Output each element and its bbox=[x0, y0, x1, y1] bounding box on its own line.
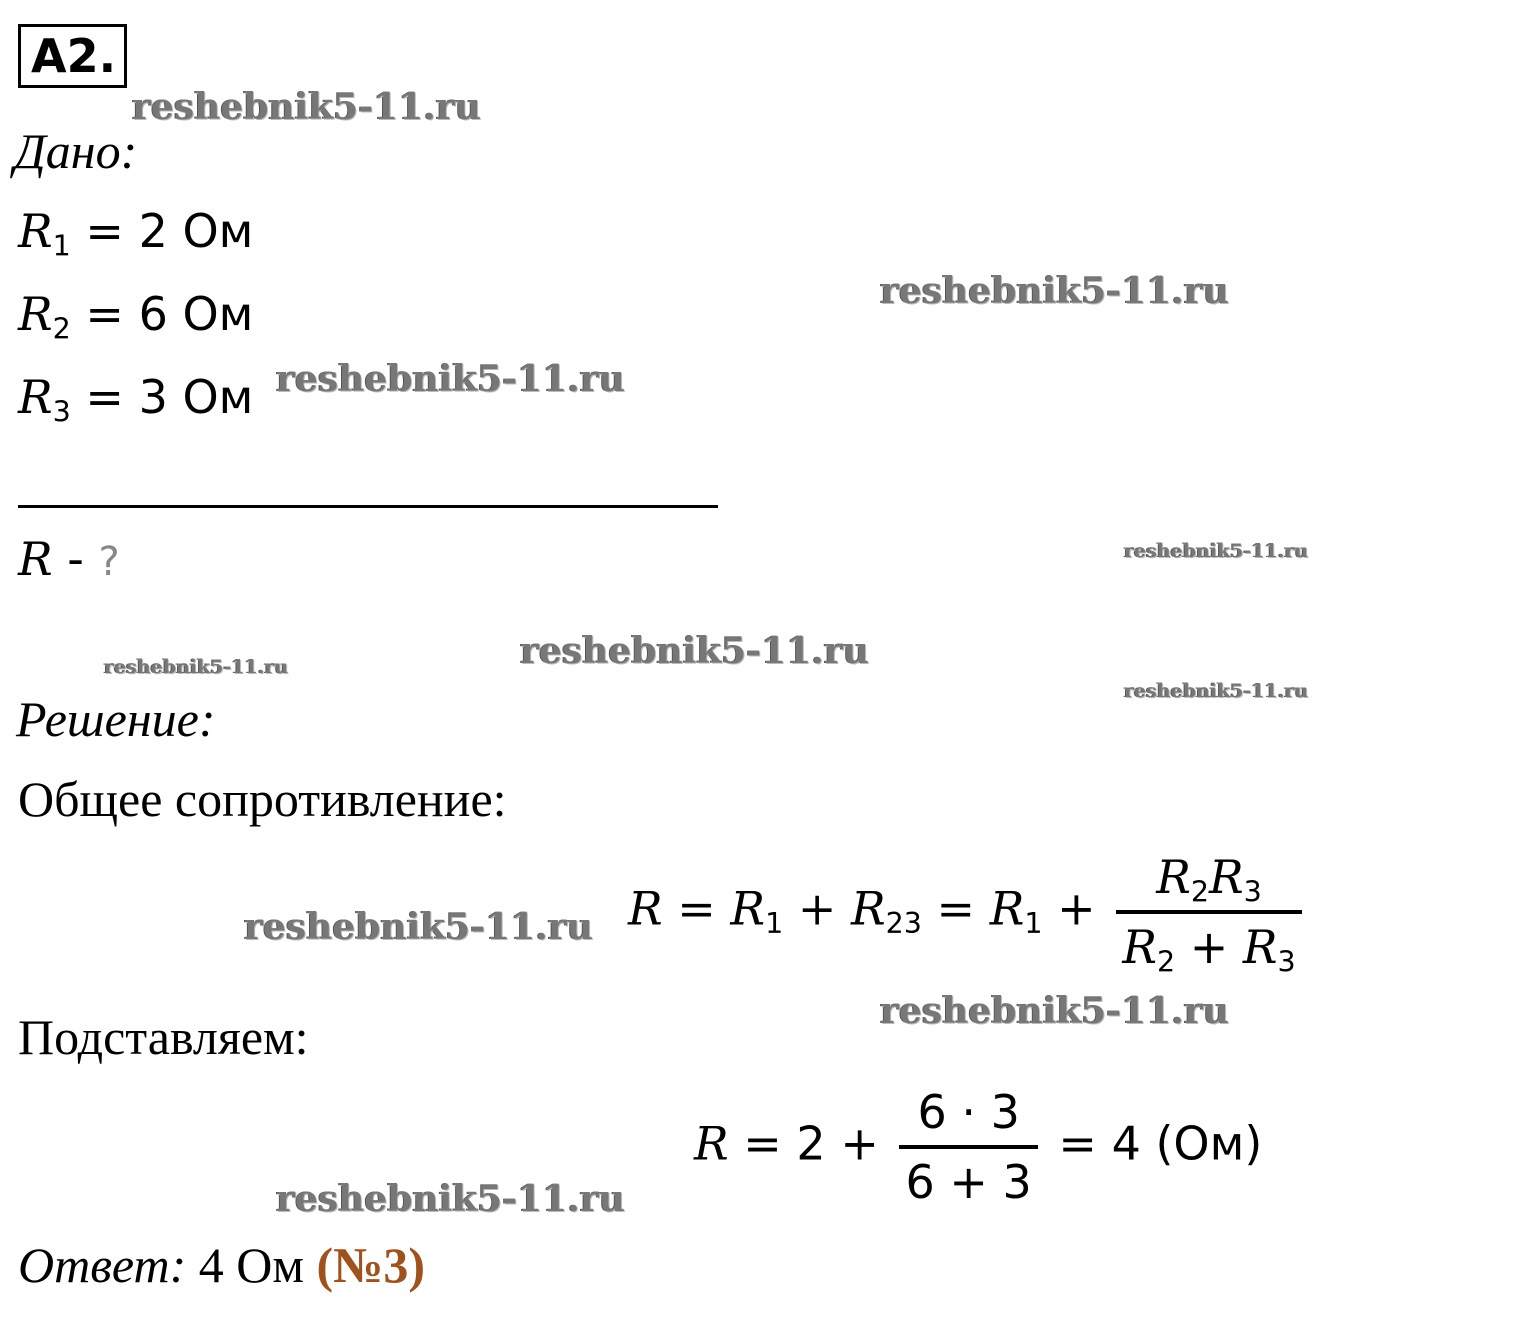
den-r2-sub: 2 bbox=[1156, 945, 1176, 979]
calc-left: R bbox=[694, 1116, 729, 1171]
answer-ref: (№3) bbox=[316, 1237, 426, 1293]
den-r3-sub: 3 bbox=[1277, 945, 1296, 979]
calc-result: = 4 (Ом) bbox=[1043, 1116, 1263, 1171]
formula-mid2: = R bbox=[921, 881, 1025, 936]
formula-left: R = R bbox=[628, 881, 766, 936]
num-r2: R bbox=[1156, 850, 1191, 904]
given-r2-value: = 6 Ом bbox=[70, 287, 254, 341]
given-r3 bbox=[18, 370, 254, 429]
given-divider bbox=[18, 505, 718, 508]
formula-sub-1: 1 bbox=[765, 907, 784, 941]
given-r1-sub: 1 bbox=[52, 229, 71, 263]
given-r2-symbol: R bbox=[18, 287, 53, 341]
find-symbol: R bbox=[18, 532, 53, 586]
watermark: reshebnik5-11.ru bbox=[244, 906, 593, 948]
formula bbox=[628, 850, 1308, 979]
given-r3-sub: 3 bbox=[52, 395, 71, 429]
formula-sub-1b: 1 bbox=[1024, 907, 1043, 941]
watermark: reshebnik5-11.ru bbox=[880, 270, 1229, 312]
watermark: reshebnik5-11.ru bbox=[1124, 540, 1309, 562]
given-heading: Дано: bbox=[14, 123, 138, 179]
substitute-text: Подставляем: bbox=[18, 1009, 309, 1065]
calc-fraction-bar bbox=[899, 1145, 1037, 1149]
den-r3: R bbox=[1242, 920, 1278, 974]
given-r1-symbol: R bbox=[18, 204, 53, 258]
watermark: reshebnik5-11.ru bbox=[1124, 680, 1309, 702]
given-r1-value: = 2 Ом bbox=[70, 204, 254, 258]
watermark: reshebnik5-11.ru bbox=[104, 656, 289, 678]
answer-line bbox=[18, 1236, 425, 1294]
formula-sub-23: 23 bbox=[885, 907, 922, 941]
task-label: А2. bbox=[18, 24, 127, 88]
num-r3-sub: 3 bbox=[1243, 875, 1262, 909]
total-resistance-text: Общее сопротивление: bbox=[18, 771, 507, 827]
den-r2: R bbox=[1122, 920, 1157, 974]
den-plus: + bbox=[1175, 920, 1243, 974]
answer-value: 4 Ом bbox=[186, 1237, 317, 1293]
calc-fraction bbox=[899, 1085, 1037, 1209]
calc bbox=[694, 1085, 1262, 1209]
solution-heading: Решение: bbox=[16, 691, 216, 747]
given-r3-value: = 3 Ом bbox=[70, 370, 254, 424]
find-question: ? bbox=[98, 539, 120, 585]
formula-fraction bbox=[1116, 850, 1301, 979]
watermark: reshebnik5-11.ru bbox=[520, 630, 869, 672]
find-line bbox=[18, 532, 120, 586]
formula-denominator bbox=[1116, 920, 1301, 979]
given-r2 bbox=[18, 287, 254, 346]
formula-mid1: + R bbox=[783, 881, 886, 936]
watermark: reshebnik5-11.ru bbox=[276, 358, 625, 400]
find-dash: - bbox=[52, 532, 99, 586]
formula-plus: + bbox=[1042, 881, 1111, 936]
num-r2-sub: 2 bbox=[1190, 875, 1209, 909]
num-r3: R bbox=[1209, 850, 1244, 904]
given-r3-symbol: R bbox=[18, 370, 53, 424]
formula-numerator bbox=[1150, 850, 1268, 909]
given-r2-sub: 2 bbox=[52, 312, 71, 346]
watermark: reshebnik5-11.ru bbox=[132, 86, 481, 128]
fraction-bar bbox=[1116, 910, 1301, 914]
calc-numerator: 6 · 3 bbox=[917, 1085, 1020, 1139]
calc-eq-plus: = 2 + bbox=[728, 1116, 894, 1171]
watermark: reshebnik5-11.ru bbox=[276, 1178, 625, 1220]
given-r1 bbox=[18, 204, 254, 263]
watermark: reshebnik5-11.ru bbox=[880, 990, 1229, 1032]
calc-denominator: 6 + 3 bbox=[905, 1155, 1032, 1209]
answer-label: Ответ: bbox=[18, 1237, 187, 1293]
